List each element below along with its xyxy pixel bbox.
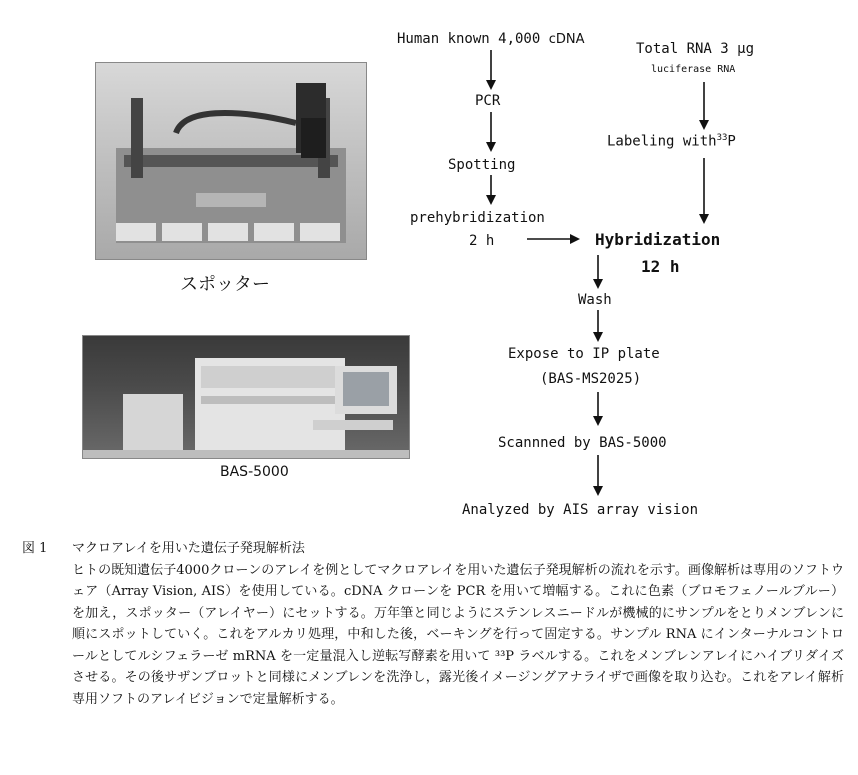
flow-total-rna: Total RNA 3 μg bbox=[636, 41, 755, 57]
flow-prehybridization: prehybridization bbox=[410, 210, 545, 226]
flow-labeling-sup: 33 bbox=[716, 133, 728, 143]
flow-expose-model: (BAS-MS2025) bbox=[540, 371, 642, 387]
flow-labeling bbox=[607, 133, 736, 150]
flow-prehyb-time: 2 h bbox=[469, 233, 495, 249]
flow-labeling-text: Labeling with bbox=[607, 133, 717, 150]
flow-expose: Expose to IP plate bbox=[508, 346, 660, 362]
bas5000-illustration bbox=[83, 336, 409, 458]
figure-body-text: ヒトの既知遺伝子4000クローンのアレイを例としてマクロアレイを用いた遺伝子発現解析の流れを示す。画像解析は専用のソフトウェア（Array Vision, AIS）を使用している。cDNA クローンを PCR を用いて増幅する。これに色素（ブロモフェノールブルー）を加え，スポッター（アレイヤー）にセットする。万年筆と同じようにステンレスニードルが機械的にサンプルをとりメンブレンに順にスポットしていく。これをアルカリ処理，中和した後，ベーキングを行って固定する。サンプル RNA にインターナルコントロールとしてルシフェラーゼ mRNA を一定量混入し逆転写酵素を用いて ³³P ラベルする。これをメンブレンアレイにハイブリダイズさせる。その後サザンブロットと同様にメンブレンを洗浄し，露光後イメージングアナライザで画像を取り込む。これをアレイ解析専用ソフトのアレイビジョンで定量解析する。 bbox=[72, 562, 844, 707]
flow-labeling-isotope: P bbox=[727, 133, 736, 150]
flow-human-known-text: Human known 4,000 bbox=[397, 31, 541, 47]
flow-pcr: PCR bbox=[475, 93, 501, 109]
flow-hyb-time: 12 h bbox=[641, 257, 680, 276]
flow-spotting: Spotting bbox=[448, 157, 516, 173]
flow-scanned: Scannned by BAS-5000 bbox=[498, 435, 667, 451]
flow-cdna-text: cDNA bbox=[548, 32, 585, 47]
spotter-caption: スポッター bbox=[180, 274, 270, 295]
flow-analyzed: Analyzed by AIS array vision bbox=[462, 502, 699, 518]
flow-hybridization: Hybridization bbox=[595, 230, 721, 249]
flow-human-known bbox=[397, 31, 585, 47]
flow-luciferase: luciferase RNA bbox=[651, 64, 736, 75]
spotter-illustration bbox=[96, 63, 366, 259]
figure-title-row bbox=[22, 538, 844, 560]
bas5000-caption: BAS-5000 bbox=[220, 464, 289, 480]
figure-caption bbox=[22, 538, 844, 710]
figure-label: 図 1 bbox=[22, 541, 48, 556]
flow-wash: Wash bbox=[578, 292, 612, 308]
bas5000-photo bbox=[82, 335, 410, 459]
spotter-photo bbox=[95, 62, 367, 260]
figure-title: マクロアレイを用いた遺伝子発現解析法 bbox=[72, 541, 305, 556]
